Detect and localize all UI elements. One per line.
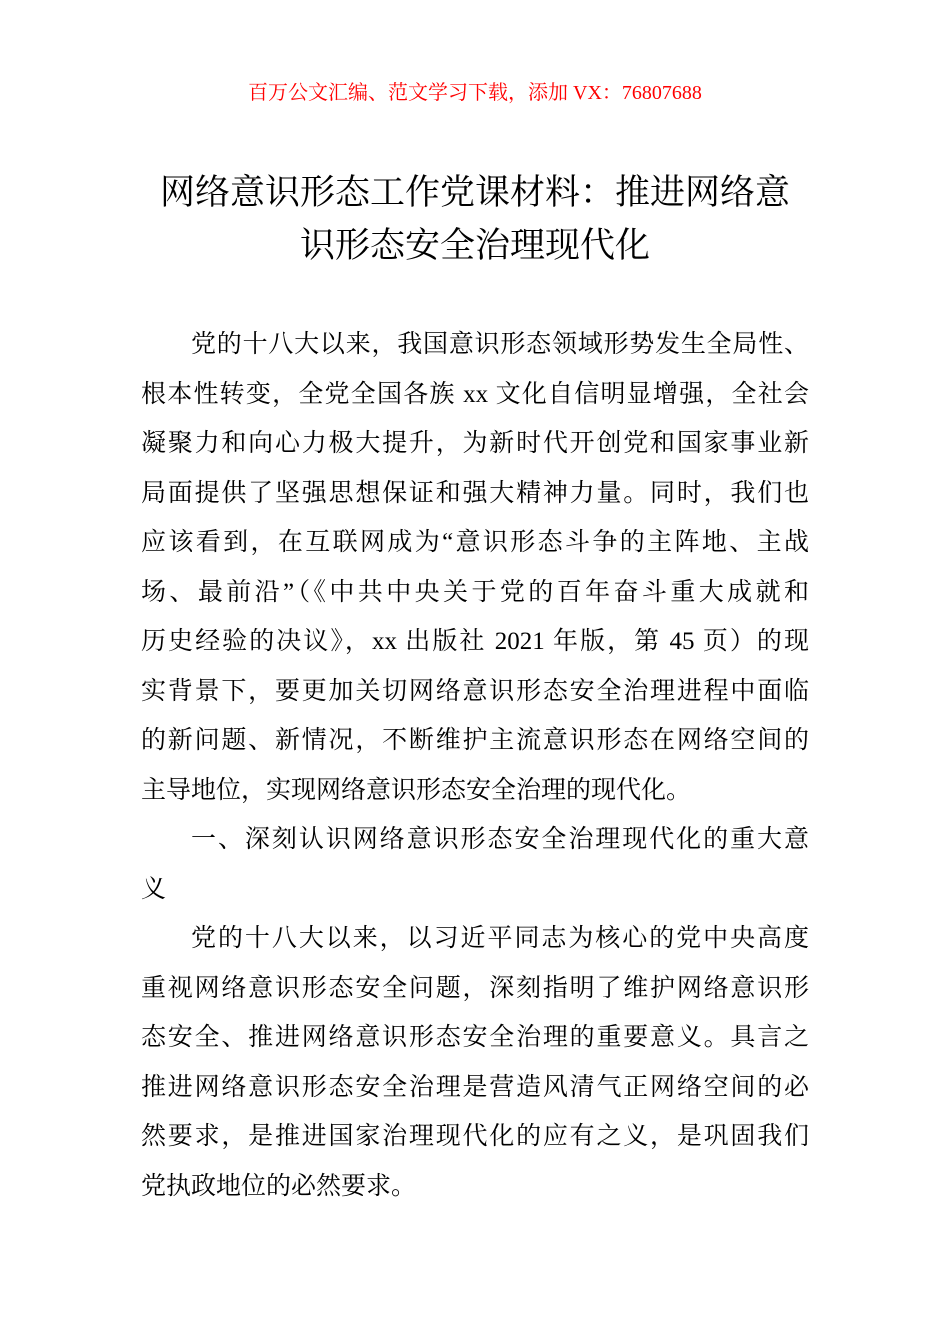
title-line: 识形态安全治理现代化 bbox=[299, 226, 650, 265]
paragraph-line: 主导地位，实现网络意识形态安全治理的现代化。 bbox=[141, 776, 692, 804]
paragraph-line: 凝聚力和向心力极大提升，为新时代开创党和国家事业新 bbox=[141, 430, 809, 457]
paragraph-line: 推进网络意识形态安全治理是营造风清气正网络空间的必 bbox=[141, 1073, 809, 1101]
paragraph-line: 场、最前沿”（《中共中央关于党的百年奋斗重大成就和 bbox=[141, 578, 809, 606]
paragraph-line: 局面提供了坚强思想保证和强大精神力量。同时，我们也 bbox=[141, 479, 809, 507]
document-title bbox=[141, 166, 809, 272]
paragraph-line: 历史经验的决议》，xx 出版社 2021 年版，第 45 页）的现 bbox=[141, 628, 809, 655]
paragraph-line: 重视网络意识形态安全问题，深刻指明了维护网络意识形 bbox=[141, 974, 809, 1002]
paragraph-line: 党的十八大以来，以习近平同志为核心的党中央高度 bbox=[191, 925, 809, 952]
promo-banner: 百万公文汇编、范文学习下载，添加 VX：76807688 bbox=[248, 82, 702, 104]
paragraph-line: 根本性转变，全党全国各族 xx 文化自信明显增强，全社会 bbox=[141, 380, 809, 408]
document-body bbox=[141, 320, 809, 1211]
paragraph-line: 实背景下，要更加关切网络意识形态安全治理进程中面临 bbox=[141, 677, 809, 705]
title-line: 网络意识形态工作党课材料：推进网络意 bbox=[159, 173, 790, 212]
section-heading-line: 义 bbox=[141, 875, 167, 903]
section-heading-line: 一、深刻认识网络意识形态安全治理现代化的重大意 bbox=[191, 826, 809, 853]
paragraph-line: 然要求，是推进国家治理现代化的应有之义，是巩固我们 bbox=[141, 1123, 809, 1150]
paragraph-line: 的新问题、新情况，不断维护主流意识形态在网络空间的 bbox=[141, 727, 809, 754]
paragraph-line: 态安全、推进网络意识形态安全治理的重要意义。具言之 bbox=[141, 1024, 809, 1051]
paragraph-line: 党执政地位的必然要求。 bbox=[141, 1172, 417, 1200]
paragraph-line: 应该看到，在互联网成为“意识形态斗争的主阵地、主战 bbox=[141, 529, 809, 556]
paragraph-line: 党的十八大以来，我国意识形态领域形势发生全局性、 bbox=[191, 331, 809, 358]
